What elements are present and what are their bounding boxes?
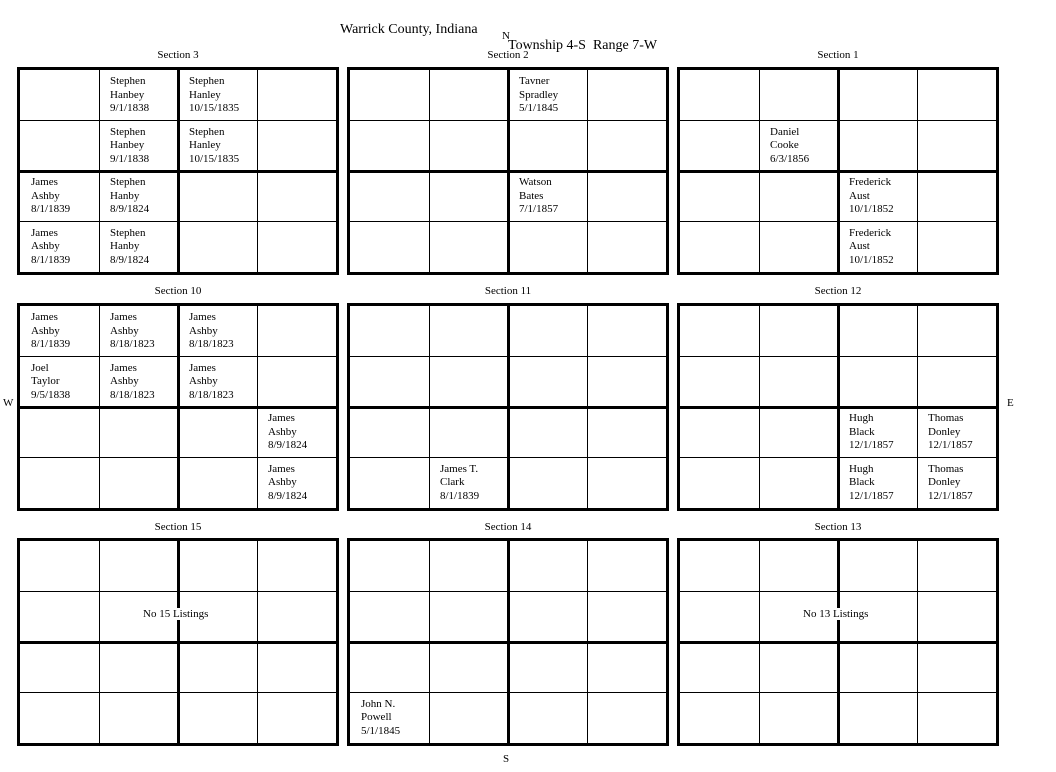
land-entry-line: James [268,462,295,475]
land-entry [110,126,149,167]
land-entry [110,227,149,268]
land-entry [928,463,973,504]
quarter-line [917,541,918,743]
land-entry [110,75,149,116]
quarter-line [257,541,258,743]
land-entry [519,176,558,217]
half-section-line [350,406,666,409]
compass-north: N [502,30,510,42]
land-entry [31,311,70,352]
half-section-line [20,641,336,644]
land-entry-line: Frederick [849,176,892,188]
land-entry [189,362,234,403]
land-entry [110,362,155,403]
half-section-line [680,170,996,173]
title-county: Warrick County, Indiana [340,22,478,37]
half-section-line [20,170,336,173]
land-entry-line: 8/1/1839 [31,253,71,266]
quarter-line [350,457,666,458]
land-entry-line: 8/1/1839 [31,203,71,215]
land-entry-line: Ashby [31,240,60,252]
land-entry-line: Daniel [770,125,800,138]
land-entry-line: Hanbey [110,139,145,151]
quarter-line [680,221,996,222]
land-entry [361,698,400,739]
half-section-line [20,406,336,409]
land-entry-line: Hanley [189,88,221,101]
section-label: Section 13 [814,521,862,533]
land-entry [31,227,70,268]
land-entry-line: James [110,311,137,323]
land-entry-line: Bates [519,189,544,202]
compass-east: E [1007,397,1014,409]
land-entry-line: 8/18/1823 [189,338,234,350]
quarter-line [680,457,996,458]
section-box [677,538,999,746]
land-entry-line: Donley [928,425,961,438]
land-entry-line: Frederick [849,226,892,239]
quarter-line [20,692,336,693]
land-entry-line: Spradley [519,88,559,101]
quarter-line [587,306,588,508]
map-title [0,6,1056,54]
land-entry-line: Tavner [519,75,550,87]
land-entry-line: 8/9/1824 [110,253,150,266]
no-listings-note: No 13 Listings [803,607,869,620]
land-entry [31,362,70,403]
land-entry-line: 7/1/1857 [519,203,559,215]
land-entry-line: 10/15/1835 [189,152,240,165]
land-entry-line: Black [849,425,875,438]
land-entry-line: John N. [361,697,396,710]
land-entry-line: James [189,311,216,323]
section-box [17,303,339,511]
land-entry-line: James [31,226,58,239]
land-entry [31,176,70,217]
land-entry-line: Clark [440,476,465,488]
land-entry-line: 6/3/1856 [770,152,810,165]
land-entry [110,176,149,217]
land-entry-line: Black [849,476,875,488]
land-entry-line: Ashby [110,375,139,387]
land-entry-line: James [268,412,295,424]
land-entry-line: James [189,361,216,374]
land-entry-line: Watson [519,176,552,188]
quarter-line [917,306,918,508]
quarter-line [680,692,996,693]
land-entry-line: Hugh [849,462,874,475]
land-entry [770,126,809,167]
land-entry-line: Ashby [110,324,139,337]
quarter-line [257,70,258,272]
land-entry-line: Stephen [110,125,146,138]
land-entry-line: Ashby [268,425,297,438]
land-entry-line: Aust [849,240,870,252]
compass-south: S [503,753,510,765]
section-box [17,67,339,275]
land-entry-line: Taylor [31,375,60,387]
land-entry [268,412,307,453]
land-entry-line: Joel [31,361,49,374]
title-township-range: Township 4-S Range 7-W [508,38,658,53]
land-entry [189,75,239,116]
land-entry-line: 5/1/1845 [361,724,401,737]
quarter-line [917,70,918,272]
land-entry-line: 9/1/1838 [110,152,150,165]
land-entry [519,75,558,116]
no-listings-note: No 15 Listings [143,607,209,620]
land-entry [110,311,155,352]
land-entry-line: Thomas [928,462,964,475]
quarter-line [350,692,666,693]
land-entry-line: 8/9/1824 [110,203,150,215]
section-label: Section 10 [154,285,202,297]
section-box [677,67,999,275]
quarter-line [20,221,336,222]
land-entry-line: 10/1/1852 [849,253,894,266]
land-entry-line: 8/9/1824 [268,439,308,451]
section-box [677,303,999,511]
land-entry-line: James [110,361,137,374]
land-entry-line: Hanbey [110,88,145,101]
land-entry [189,126,239,167]
land-entry-line: Cooke [770,139,799,151]
land-entry [268,463,307,504]
half-section-line [680,641,996,644]
land-entry-line: Stephen [110,75,146,87]
land-entry-line: Aust [849,189,870,202]
section-box [17,538,339,746]
land-entry-line: 8/18/1823 [110,338,155,350]
land-entry [189,311,234,352]
land-entry-line: James [31,176,58,188]
land-entry [849,227,894,268]
land-entry [928,412,973,453]
land-entry [849,463,894,504]
land-entry-line: 12/1/1857 [849,489,894,502]
land-entry-line: 12/1/1857 [928,439,973,451]
section-label: Section 1 [817,49,859,61]
land-entry-line: Hanley [189,139,221,151]
land-entry [440,463,479,504]
quarter-line [587,541,588,743]
land-entry-line: James T. [440,462,479,475]
half-section-line [680,406,996,409]
section-label: Section 12 [814,285,862,297]
land-entry-line: 12/1/1857 [849,439,894,451]
section-box [347,67,669,275]
land-entry-line: 10/15/1835 [189,102,240,114]
quarter-line [350,221,666,222]
land-entry-line: Ashby [189,324,218,337]
land-entry-line: 12/1/1857 [928,489,973,502]
land-entry [849,176,894,217]
land-entry-line: 8/9/1824 [268,489,308,502]
half-section-line [350,170,666,173]
quarter-line [20,457,336,458]
land-entry-line: Hanby [110,189,140,202]
land-entry-line: Thomas [928,412,964,424]
land-entry-line: 8/1/1839 [440,489,480,502]
land-entry-line: Hugh [849,412,874,424]
land-entry-line: 9/1/1838 [110,102,150,114]
quarter-line [587,70,588,272]
land-entry-line: 10/1/1852 [849,203,894,215]
land-entry-line: 8/1/1839 [31,338,71,350]
land-entry-line: Powell [361,711,392,723]
land-entry-line: Ashby [268,476,297,488]
half-section-line [350,641,666,644]
land-entry-line: Hanby [110,240,140,252]
section-label: Section 11 [484,285,532,297]
land-entry-line: 8/18/1823 [110,388,155,401]
land-entry-line: Stephen [110,176,146,188]
land-entry-line: Ashby [31,324,60,337]
section-box [347,303,669,511]
quarter-line [257,306,258,508]
section-box [347,538,669,746]
land-entry-line: James [31,311,58,323]
section-label: Section 15 [154,521,202,533]
land-entry-line: 8/18/1823 [189,388,234,401]
land-entry-line: Stephen [110,226,146,239]
section-label: Section 2 [487,49,529,61]
section-label: Section 3 [157,49,199,61]
land-entry-line: Ashby [31,189,60,202]
land-entry [849,412,894,453]
land-entry-line: 5/1/1845 [519,102,559,114]
land-entry-line: 9/5/1838 [31,388,71,401]
land-entry-line: Stephen [189,125,225,138]
land-entry-line: Donley [928,476,961,488]
compass-west: W [3,397,14,409]
land-entry-line: Ashby [189,375,218,387]
land-entry-line: Stephen [189,75,225,87]
section-label: Section 14 [484,521,532,533]
